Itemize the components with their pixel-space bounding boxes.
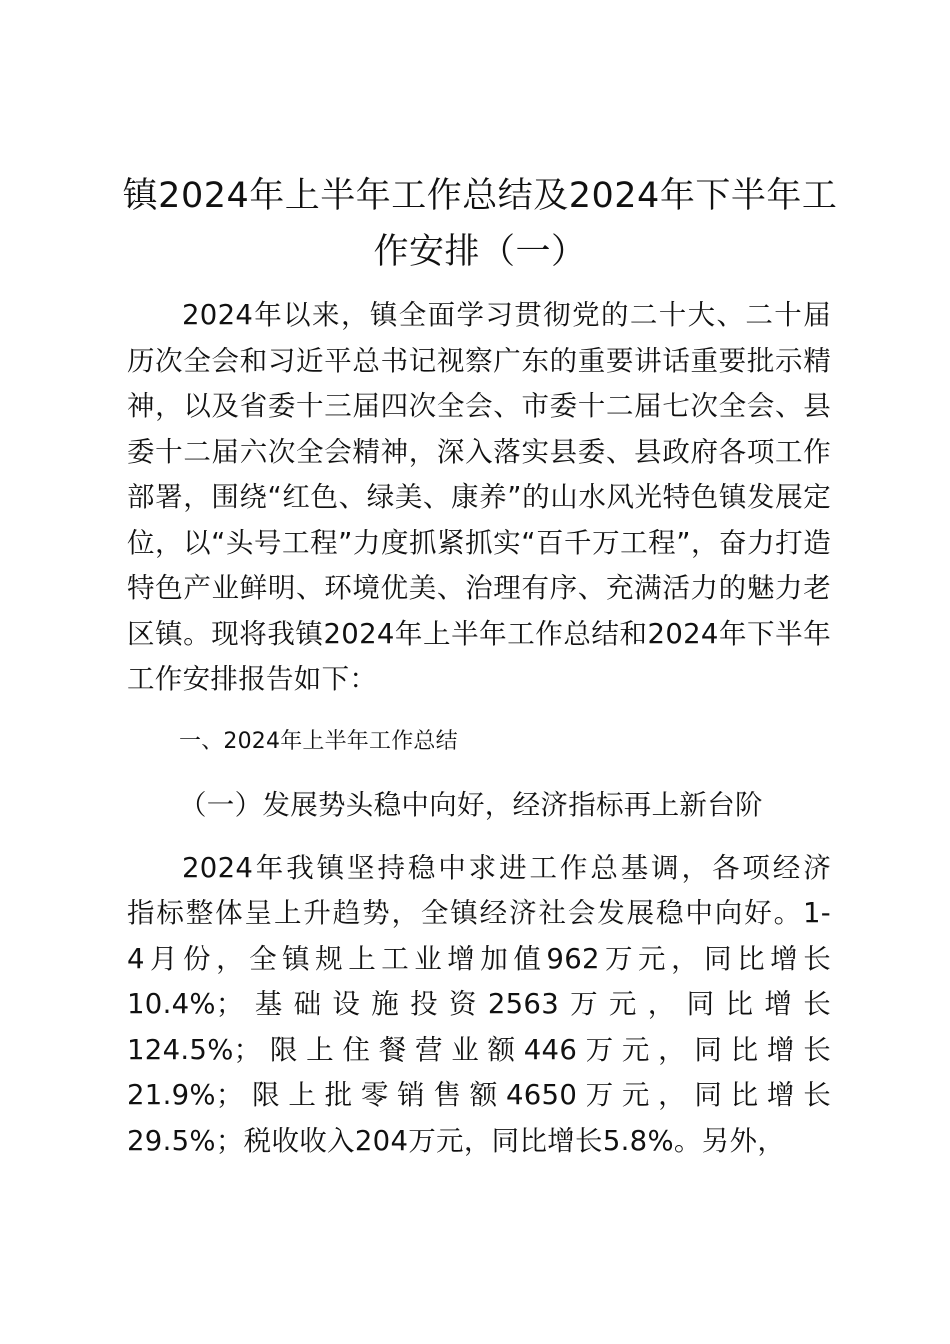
stats-line: 10.4%；基础设施投资2563万元，同比增长 — [127, 988, 831, 1020]
document-body — [127, 293, 831, 1164]
stats-line: 2024年我镇坚持稳中求进工作总基调，各项经济 — [182, 851, 831, 884]
document-title: 镇2024年上半年工作总结及2024年下半年工作安排（一） — [122, 176, 838, 272]
section-heading: 一、2024年上半年工作总结 — [179, 728, 458, 754]
stats-line: 29.5%；税收收入204万元，同比增长5.8%。另外， — [127, 1124, 786, 1157]
subsection-heading: （一）发展势头稳中向好，经济指标再上新台阶 — [179, 788, 763, 821]
stats-line: 21.9%；限上批零销售额4650万元，同比增长 — [127, 1079, 831, 1111]
stats-line: 指标整体呈上升趋势，全镇经济社会发展稳中向好。1- — [127, 897, 831, 929]
stats-line: 4月份，全镇规上工业增加值962万元，同比增长 — [127, 942, 831, 975]
intro-paragraph: 2024年以来，镇全面学习贯彻党的二十大、二十届历次全会和习近平总书记视察广东的重要讲话重要批示精神，以及省委十三届四次全会、市委十二届七次全会、县委十二届六次全会精神，深入落实县委、县政府各项工作部署，围绕“红色、绿美、康养”的山水风光特色镇发展定位，以“头号工程”力度抓紧抓实“百千万工程”，奋力打造特色产业鲜明、环境优美、治理有序、充满活力的魅力老区镇。现将我镇2024年上半年工作总结和2024年下半年工作安排报告如下： — [127, 299, 831, 695]
stats-line: 124.5%；限上住餐营业额446万元，同比增长 — [127, 1033, 831, 1066]
stats-paragraph — [127, 846, 831, 1165]
